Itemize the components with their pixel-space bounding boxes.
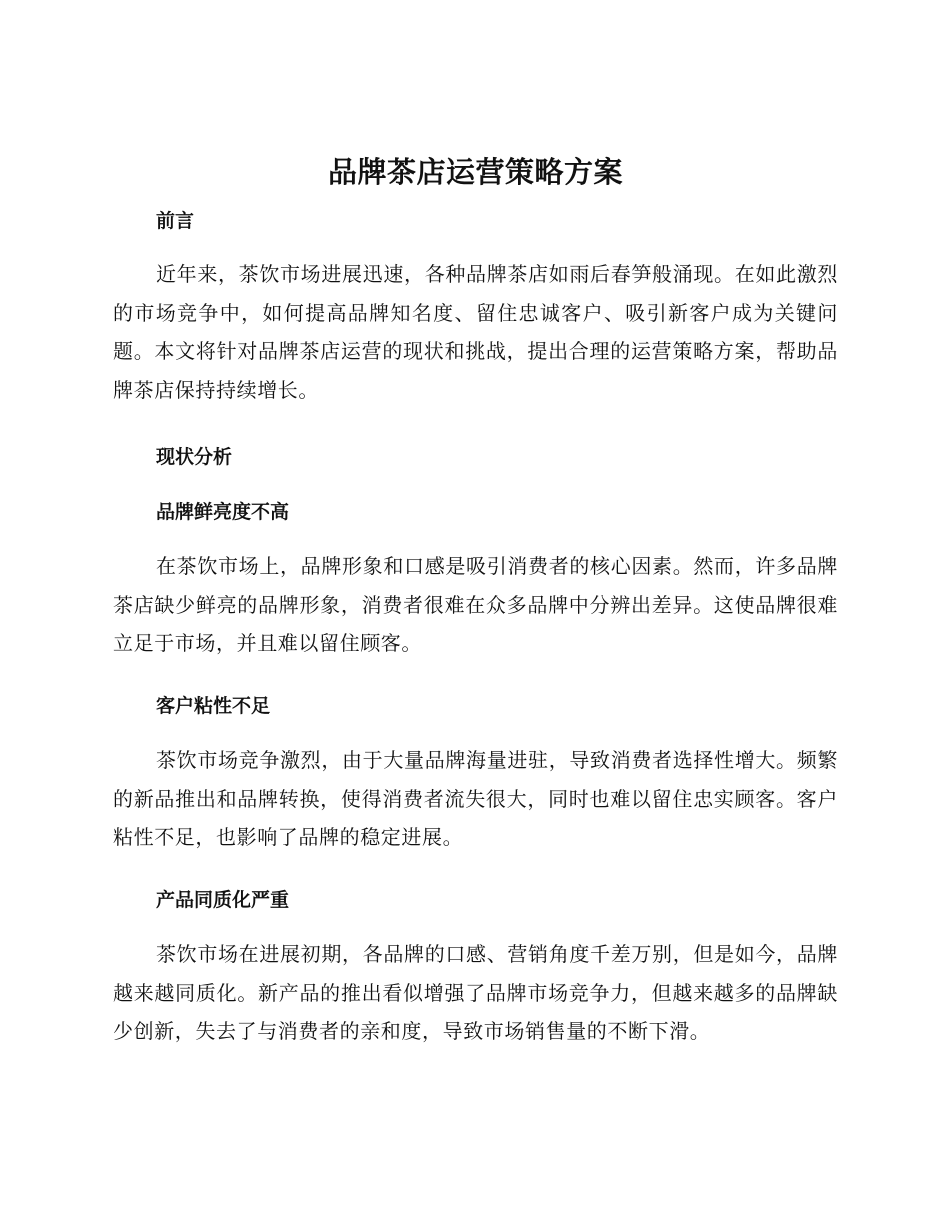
section-heading-product-homogenization: 产品同质化严重 [156,889,290,911]
section-heading-customer-loyalty: 客户粘性不足 [156,695,271,717]
document-title: 品牌茶店运营策略方案 [327,155,623,189]
section-paragraph-customer-loyalty: 茶饮市场竞争激烈，由于大量品牌海量进驻，导致消费者选择性增大。频繁的新品推出和品牌转换，使得消费者流失很大，同时也难以留住忠实顾客。客户粘性不足，也影响了品牌的稳定进展。 [113,748,838,850]
section-heading-preface: 前言 [156,210,195,232]
section-paragraph-preface: 近年来，茶饮市场进展迅速，各种品牌茶店如雨后春笋般涌现。在如此激烈的市场竞争中，如何提高品牌知名度、留住忠诚客户、吸引新客户成为关键问题。本文将针对品牌茶店运营的现状和挑战，提出合理的运营策略方案，帮助品牌茶店保持持续增长。 [113,262,838,402]
section-paragraph-product-homogenization: 茶饮市场在进展初期，各品牌的口感、营销角度千差万别，但是如今，品牌越来越同质化。新产品的推出看似增强了品牌市场竞争力，但越来越多的品牌缺少创新，失去了与消费者的亲和度，导致市场销售量的不断下滑。 [113,942,838,1044]
section-heading-status-analysis: 现状分析 [156,446,233,468]
section-heading-brand-visibility: 品牌鲜亮度不高 [156,501,290,523]
section-paragraph-brand-visibility: 在茶饮市场上，品牌形象和口感是吸引消费者的核心因素。然而，许多品牌茶店缺少鲜亮的品牌形象，消费者很难在众多品牌中分辨出差异。这使品牌很难立足于市场，并且难以留住顾客。 [113,554,838,656]
